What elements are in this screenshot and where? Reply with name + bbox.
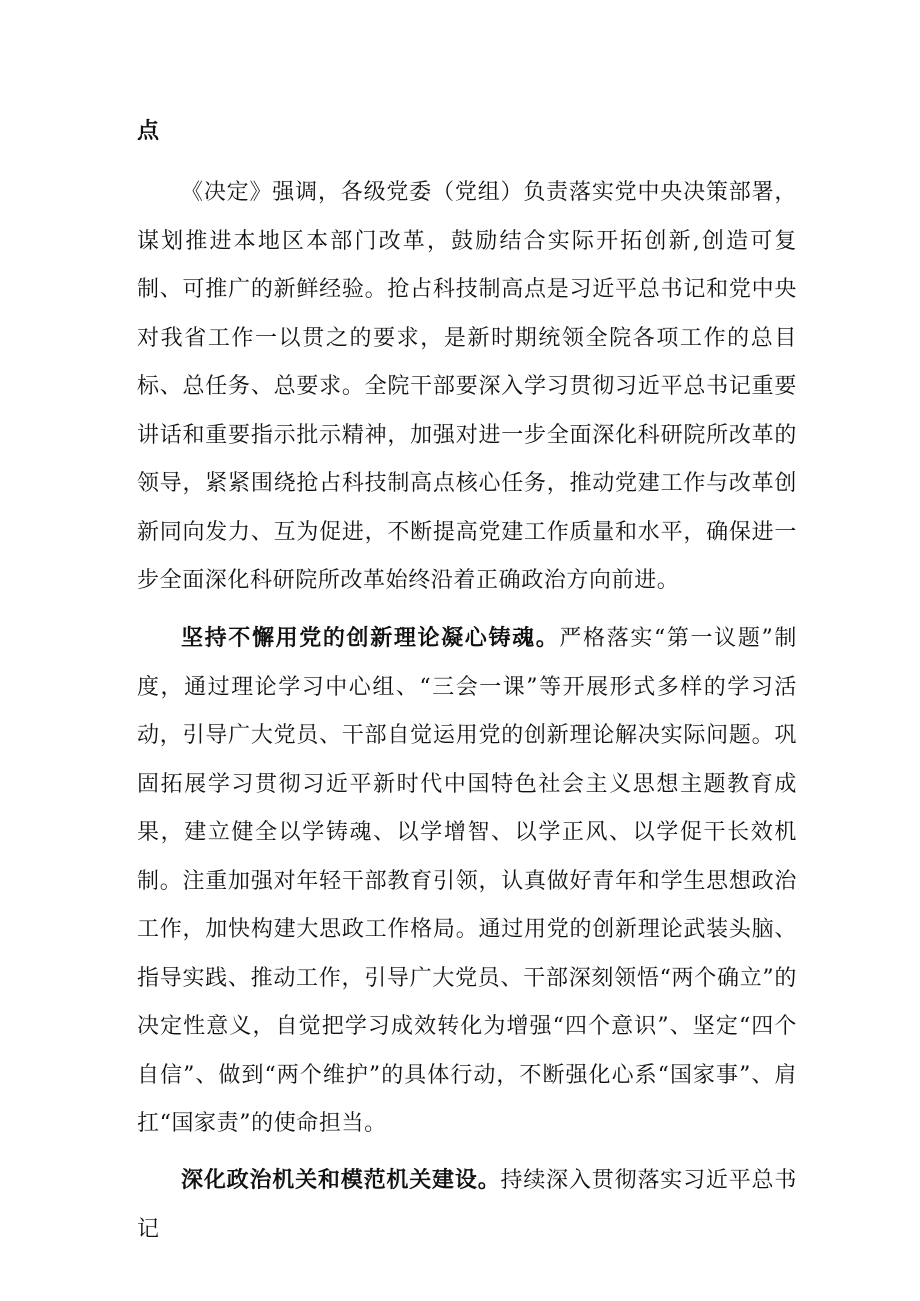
paragraph-model-organs — [137, 1156, 797, 1254]
paragraph-decision-emphasis — [137, 168, 797, 606]
paragraph-body: 严格落实“第一议题”制度，通过理论学习中心组、“三会一课”等开展形式多样的学习活动，引导广大党员、干部自觉运用党的创新理论解决实际问题。巩固拓展学习贯彻习近平新时代中国特色社会主义思想主题教育成果，建立健全以学铸魂、以学增智、以学正风、以学促干长效机制。注重加强对年轻干部教育引领，认真做好青年和学生思想政治工作，加快构建大思政工作格局。通过用党的创新理论武装头脑、指导实践、推动工作，引导广大党员、干部深刻领悟“两个确立”的决定性意义，自觉把学习成效转化为增强“四个意识”、坚定“四个自信”、做到“两个维护”的具体行动，不断强化心系“国家事”、肩扛“国家责”的使命担当。 — [137, 626, 797, 1136]
continued-heading-fragment: 点 — [137, 118, 160, 144]
paragraph-body: 持续深入贯彻落实习近平总书记 — [137, 1168, 797, 1242]
paragraph-lead: 坚持不懈用党的创新理论凝心铸魂。 — [181, 625, 560, 651]
paragraph-body: 《决定》强调，各级党委（党组）负责落实党中央决策部署，谋划推进本地区本部门改革，鼓励结合实际开拓创新,创造可复制、可推广的新鲜经验。抢占科技制高点是习近平总书记和党中央对我省工作一以贯之的要求，是新时期统领全院各项工作的总目标、总任务、总要求。全院干部要深入学习贯彻习近平总书记重要讲话和重要指示批示精神，加强对进一步全面深化科研院所改革的领导，紧紧围绕抢占科技制高点核心任务，推动党建工作与改革创新同向发力、互为促进，不断提高党建工作质量和水平，确保进一步全面深化科研院所改革始终沿着正确政治方向前进。 — [137, 180, 797, 593]
paragraph-lead: 深化政治机关和模范机关建设。 — [181, 1167, 501, 1193]
paragraph-theory-study — [137, 614, 797, 1149]
